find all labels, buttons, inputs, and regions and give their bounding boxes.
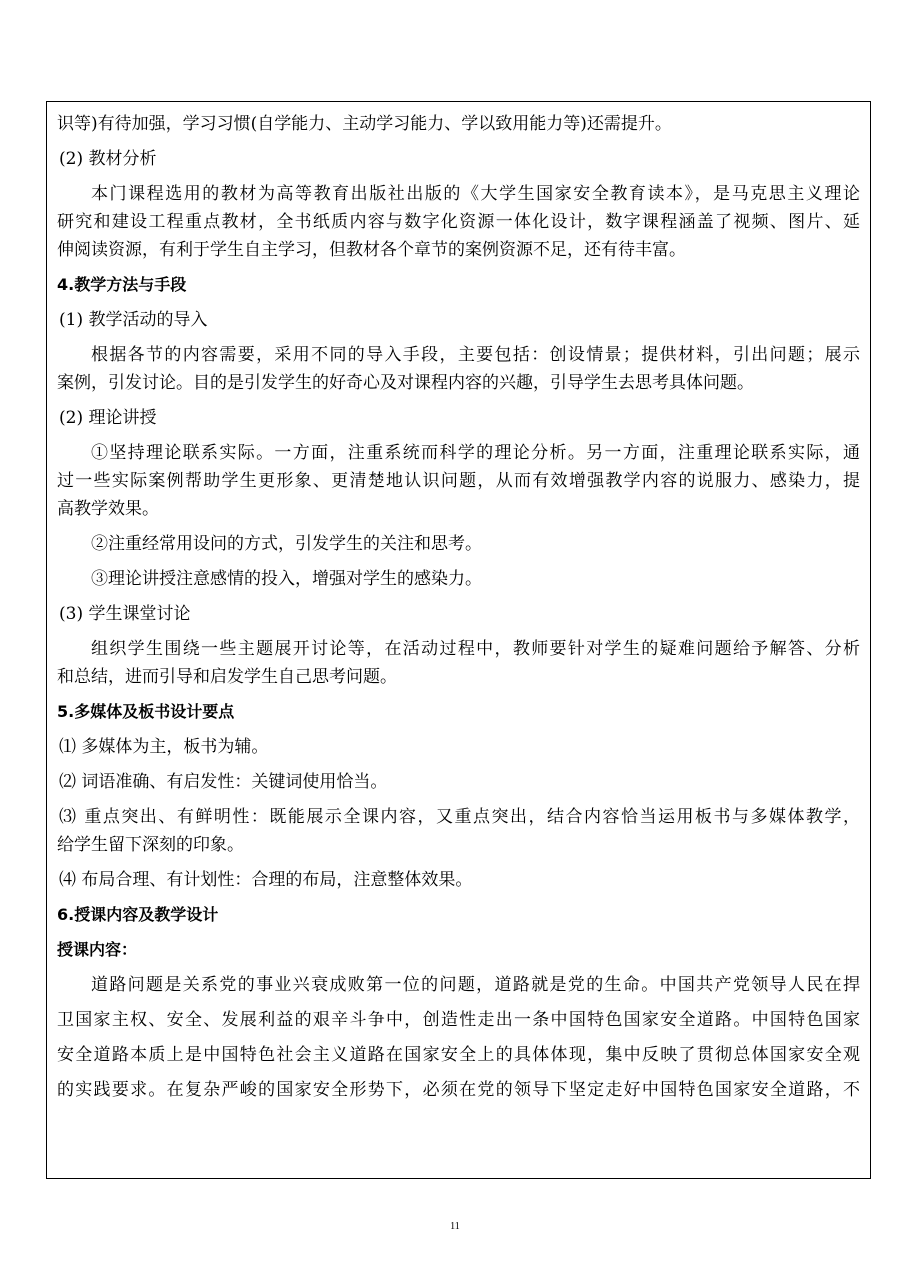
text-line: ③理论讲授注意感情的投入，增强对学生的感染力。 [91,569,482,589]
text-line: 案例，引发讨论。目的是引发学生的好奇心及对课程内容的兴趣，引导学生去思考具体问题。 [57,373,754,393]
subheading: (3) 学生课堂讨论 [59,604,191,624]
text-line: ②注重经常用设问的方式，引发学生的关注和思考。 [91,534,482,554]
page-number: 11 [450,1221,460,1232]
paragraph [57,341,860,397]
subheading: (2) 理论讲授 [59,408,157,428]
list-item: ⑴ 多媒体为主，板书为辅。 [59,737,269,757]
paragraph [57,180,860,264]
section-heading: 5.多媒体及板书设计要点 [57,702,235,721]
text-line: 道路问题是关系党的事业兴衰成败第一位的问题，道路就是党的生命。中国共产党领导人民在捍 [91,975,860,995]
subsection-heading: 授课内容： [57,940,138,959]
content-frame [46,101,871,1179]
text-line: 识等)有待加强，学习习惯(自学能力、主动学习能力、学以致用能力等)还需提升。 [57,114,672,134]
text-line: 过一些实际案例帮助学生更形象、更清楚地认识问题，从而有效增强教学内容的说服力、感染力，提 [57,471,860,491]
list-item [57,803,860,859]
text-line: 的实践要求。在复杂严峻的国家安全形势下，必须在党的领导下坚定走好中国特色国家安全道路，不 [57,1080,860,1100]
paragraph [57,439,860,523]
list-item: ⑵ 词语准确、有启发性：关键词使用恰当。 [59,772,388,792]
text-line: 研究和建设工程重点教材，全书纸质内容与数字化资源一体化设计，数字课程涵盖了视频、图片、延 [57,212,860,232]
text-line: 伸阅读资源，有利于学生自主学习，但教材各个章节的案例资源不足，还有待丰富。 [57,240,686,260]
text-line: 高教学效果。 [57,499,159,519]
text-line: ⑶ 重点突出、有鲜明性：既能展示全课内容，又重点突出，结合内容恰当运用板书与多媒体教学， [59,807,860,827]
text-line: 和总结，进而引导和启发学生自己思考问题。 [57,667,397,687]
paragraph [57,971,860,1104]
text-line: 根据各节的内容需要，采用不同的导入手段，主要包括：创设情景；提供材料，引出问题；展示 [91,345,860,365]
text-line: ①坚持理论联系实际。一方面，注重系统而科学的理论分析。另一方面，注重理论联系实际，通 [91,443,860,463]
text-line: 组织学生围绕一些主题展开讨论等，在活动过程中，教师要针对学生的疑难问题给予解答、分析 [91,639,860,659]
text-line: 卫国家主权、安全、发展利益的艰辛斗争中，创造性走出一条中国特色国家安全道路。中国特色国家 [57,1010,860,1030]
text-line: 安全道路本质上是中国特色社会主义道路在国家安全上的具体体现，集中反映了贯彻总体国家安全观 [57,1045,860,1065]
paragraph [57,635,860,691]
text-line: 本门课程选用的教材为高等教育出版社出版的《大学生国家安全教育读本》，是马克思主义理论 [91,184,860,204]
subheading: (1) 教学活动的导入 [59,310,208,330]
text-line: 给学生留下深刻的印象。 [57,835,244,855]
list-item: ⑷ 布局合理、有计划性：合理的布局，注意整体效果。 [59,870,473,890]
document-body [47,102,870,1104]
section-heading: 4.教学方法与手段 [57,275,187,294]
subheading: (2) 教材分析 [59,149,157,169]
section-heading: 6.授课内容及教学设计 [57,905,219,924]
